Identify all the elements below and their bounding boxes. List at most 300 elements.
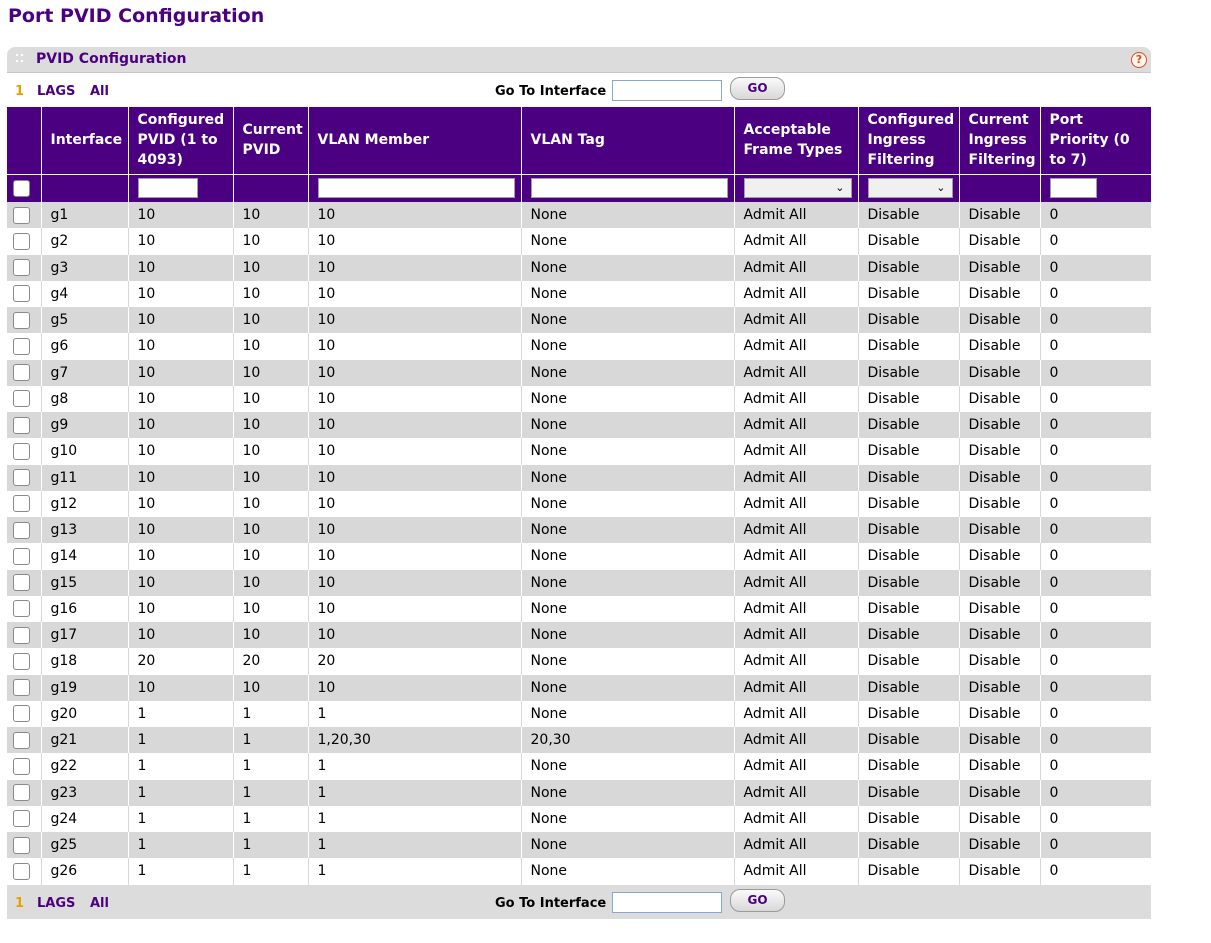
vlan-tag-input[interactable] <box>531 178 728 198</box>
interface-cell: g7 <box>41 360 128 386</box>
configured-pvid-cell: 20 <box>128 648 233 674</box>
vlan-tag-cell: None <box>521 255 734 281</box>
port-priority-cell: 0 <box>1040 517 1151 543</box>
frame-types-cell: Admit All <box>734 333 858 359</box>
current-pvid-cell: 10 <box>233 543 308 569</box>
chevron-down-icon: ⌄ <box>936 181 946 195</box>
port-priority-cell: 0 <box>1040 543 1151 569</box>
table-row[interactable] <box>7 412 1151 438</box>
current-pvid-cell: 10 <box>233 465 308 491</box>
row-checkbox[interactable] <box>13 495 30 512</box>
vlan-tag-cell: None <box>521 648 734 674</box>
table-row[interactable] <box>7 780 1151 806</box>
frame-types-cell: Admit All <box>734 675 858 701</box>
configured-ingress-cell: Disable <box>858 858 959 884</box>
interface-cell: g3 <box>41 255 128 281</box>
current-ingress-cell: Disable <box>959 412 1040 438</box>
frame-types-cell: Admit All <box>734 307 858 333</box>
current-pvid-cell: 1 <box>233 780 308 806</box>
go-button[interactable]: GO <box>730 77 785 100</box>
configured-ingress-cell: Disable <box>858 438 959 464</box>
configured-pvid-cell: 1 <box>128 858 233 884</box>
vlan-member-cell: 1,20,30 <box>308 727 521 753</box>
configured-ingress-cell: Disable <box>858 596 959 622</box>
port-priority-cell: 0 <box>1040 360 1151 386</box>
frame-types-cell: Admit All <box>734 832 858 858</box>
frame-types-cell: Admit All <box>734 622 858 648</box>
vlan-member-cell: 10 <box>308 360 521 386</box>
table-row[interactable] <box>7 465 1151 491</box>
port-priority-cell: 0 <box>1040 570 1151 596</box>
port-priority-cell: 0 <box>1040 832 1151 858</box>
row-checkbox[interactable] <box>13 810 30 827</box>
go-to-interface-input[interactable] <box>612 892 722 913</box>
current-pvid-cell: 10 <box>233 228 308 254</box>
table-row[interactable] <box>7 570 1151 596</box>
current-pvid-cell: 10 <box>233 675 308 701</box>
configured-pvid-column-header[interactable]: Configured PVID (1 to 4093) <box>128 107 233 174</box>
frame-types-cell: Admit All <box>734 386 858 412</box>
interface-column-header[interactable]: Interface <box>41 107 128 174</box>
frame-types-cell: Admit All <box>734 701 858 727</box>
vlan-member-cell: 10 <box>308 386 521 412</box>
current-ingress-cell: Disable <box>959 202 1040 228</box>
row-checkbox[interactable] <box>13 784 30 801</box>
frame-types-select[interactable] <box>744 178 852 198</box>
configured-ingress-cell: Disable <box>858 412 959 438</box>
current-pvid-cell: 10 <box>233 517 308 543</box>
current-ingress-cell: Disable <box>959 228 1040 254</box>
current-pvid-cell: 20 <box>233 648 308 674</box>
configured-ingress-column-header[interactable]: Configured Ingress Filtering <box>858 107 959 174</box>
vlan-member-cell: 20 <box>308 648 521 674</box>
go-to-interface-input[interactable] <box>612 80 722 101</box>
page-number-link[interactable]: 1 <box>15 895 25 911</box>
go-to-interface-label: Go To Interface <box>495 84 607 99</box>
port-priority-cell: 0 <box>1040 491 1151 517</box>
frame-types-cell: Admit All <box>734 281 858 307</box>
current-ingress-cell: Disable <box>959 543 1040 569</box>
frame-types-cell: Admit All <box>734 465 858 491</box>
frame-types-cell: Admit All <box>734 596 858 622</box>
configured-pvid-cell: 10 <box>128 675 233 701</box>
all-link[interactable]: All <box>90 895 109 911</box>
current-pvid-column-header[interactable]: Current PVID <box>233 107 308 174</box>
vlan-tag-cell: None <box>521 438 734 464</box>
vlan-tag-cell: None <box>521 832 734 858</box>
vlan-member-column-header[interactable]: VLAN Member <box>308 107 521 174</box>
port-priority-cell: 0 <box>1040 307 1151 333</box>
table-row[interactable] <box>7 255 1151 281</box>
frame-types-cell: Admit All <box>734 753 858 779</box>
port-priority-column-header[interactable]: Port Priority (0 to 7) <box>1040 107 1151 174</box>
vlan-tag-cell: None <box>521 281 734 307</box>
table-row[interactable] <box>7 202 1151 228</box>
row-checkbox[interactable] <box>13 653 30 670</box>
frame-types-cell: Admit All <box>734 780 858 806</box>
frame-types-column-header[interactable]: Acceptable Frame Types <box>734 107 858 174</box>
table-row[interactable] <box>7 701 1151 727</box>
current-ingress-cell: Disable <box>959 281 1040 307</box>
current-ingress-cell: Disable <box>959 570 1040 596</box>
vlan-member-cell: 10 <box>308 465 521 491</box>
table-row[interactable] <box>7 307 1151 333</box>
row-checkbox[interactable] <box>13 207 30 224</box>
all-link[interactable]: All <box>90 84 109 99</box>
interface-cell: g12 <box>41 491 128 517</box>
configured-pvid-cell: 10 <box>128 386 233 412</box>
page-number-link[interactable]: 1 <box>15 84 25 99</box>
frame-types-cell: Admit All <box>734 412 858 438</box>
row-checkbox[interactable] <box>13 574 30 591</box>
port-priority-cell: 0 <box>1040 281 1151 307</box>
configured-ingress-cell: Disable <box>858 727 959 753</box>
row-checkbox[interactable] <box>13 600 30 617</box>
frame-types-cell: Admit All <box>734 438 858 464</box>
configured-pvid-cell: 10 <box>128 202 233 228</box>
configured-pvid-cell: 10 <box>128 255 233 281</box>
current-ingress-cell: Disable <box>959 753 1040 779</box>
frame-types-cell: Admit All <box>734 858 858 884</box>
pvid-configuration-panel <box>7 47 1151 919</box>
vlan-tag-cell: None <box>521 675 734 701</box>
frame-types-cell: Admit All <box>734 570 858 596</box>
row-checkbox[interactable] <box>13 469 30 486</box>
interface-cell: g13 <box>41 517 128 543</box>
vlan-member-cell: 10 <box>308 622 521 648</box>
table-row[interactable] <box>7 753 1151 779</box>
vlan-tag-cell: None <box>521 753 734 779</box>
interface-cell: g23 <box>41 780 128 806</box>
configured-pvid-input[interactable] <box>138 178 198 198</box>
configured-pvid-cell: 10 <box>128 570 233 596</box>
vlan-tag-cell: None <box>521 806 734 832</box>
current-pvid-cell: 10 <box>233 622 308 648</box>
frame-types-cell: Admit All <box>734 727 858 753</box>
vlan-tag-cell: None <box>521 202 734 228</box>
row-checkbox[interactable] <box>13 522 30 539</box>
current-pvid-cell: 10 <box>233 596 308 622</box>
current-ingress-cell: Disable <box>959 596 1040 622</box>
top-navigation-bar <box>7 73 1151 107</box>
current-pvid-cell: 1 <box>233 806 308 832</box>
configured-ingress-cell: Disable <box>858 360 959 386</box>
table-row[interactable] <box>7 727 1151 753</box>
table-row[interactable] <box>7 806 1151 832</box>
configured-ingress-cell: Disable <box>858 806 959 832</box>
go-to-interface-label: Go To Interface <box>495 895 607 911</box>
page-title: Port PVID Configuration <box>8 5 265 27</box>
configured-ingress-cell: Disable <box>858 386 959 412</box>
port-priority-cell: 0 <box>1040 228 1151 254</box>
current-pvid-cell: 10 <box>233 281 308 307</box>
configured-ingress-select[interactable] <box>868 178 953 198</box>
table-row[interactable] <box>7 360 1151 386</box>
current-pvid-cell: 1 <box>233 753 308 779</box>
panel-header <box>7 47 1151 73</box>
row-checkbox[interactable] <box>13 679 30 696</box>
configured-ingress-cell: Disable <box>858 465 959 491</box>
vlan-member-cell: 10 <box>308 491 521 517</box>
vlan-tag-cell: None <box>521 386 734 412</box>
interface-cell: g16 <box>41 596 128 622</box>
interface-cell: g17 <box>41 622 128 648</box>
vlan-tag-cell: 20,30 <box>521 727 734 753</box>
frame-types-cell: Admit All <box>734 543 858 569</box>
current-ingress-cell: Disable <box>959 806 1040 832</box>
vlan-member-cell: 10 <box>308 675 521 701</box>
current-pvid-cell: 1 <box>233 858 308 884</box>
configured-pvid-cell: 10 <box>128 360 233 386</box>
current-pvid-cell: 10 <box>233 438 308 464</box>
frame-types-cell: Admit All <box>734 491 858 517</box>
row-checkbox[interactable] <box>13 627 30 644</box>
table-row[interactable] <box>7 596 1151 622</box>
configured-ingress-cell: Disable <box>858 753 959 779</box>
table-row[interactable] <box>7 281 1151 307</box>
configured-ingress-cell: Disable <box>858 648 959 674</box>
configured-pvid-cell: 1 <box>128 780 233 806</box>
row-checkbox[interactable] <box>13 312 30 329</box>
current-ingress-cell: Disable <box>959 517 1040 543</box>
configured-pvid-cell: 10 <box>128 491 233 517</box>
table-row[interactable] <box>7 858 1151 884</box>
vlan-tag-cell: None <box>521 517 734 543</box>
row-checkbox[interactable] <box>13 705 30 722</box>
interface-cell: g24 <box>41 806 128 832</box>
configured-pvid-cell: 10 <box>128 307 233 333</box>
table-row[interactable] <box>7 517 1151 543</box>
current-ingress-cell: Disable <box>959 307 1040 333</box>
port-priority-cell: 0 <box>1040 622 1151 648</box>
vlan-member-cell: 1 <box>308 780 521 806</box>
port-priority-cell: 0 <box>1040 412 1151 438</box>
vlan-member-cell: 10 <box>308 228 521 254</box>
row-checkbox[interactable] <box>13 732 30 749</box>
frame-types-cell: Admit All <box>734 517 858 543</box>
current-pvid-cell: 1 <box>233 727 308 753</box>
interface-cell: g14 <box>41 543 128 569</box>
interface-cell: g1 <box>41 202 128 228</box>
current-pvid-cell: 10 <box>233 412 308 438</box>
current-ingress-column-header[interactable]: Current Ingress Filtering <box>959 107 1040 174</box>
table-row[interactable] <box>7 333 1151 359</box>
current-ingress-cell: Disable <box>959 858 1040 884</box>
configured-pvid-cell: 10 <box>128 438 233 464</box>
current-ingress-cell: Disable <box>959 701 1040 727</box>
vlan-member-cell: 1 <box>308 701 521 727</box>
configured-pvid-cell: 10 <box>128 465 233 491</box>
row-checkbox[interactable] <box>13 259 30 276</box>
current-pvid-cell: 10 <box>233 570 308 596</box>
port-priority-cell: 0 <box>1040 727 1151 753</box>
vlan-tag-cell: None <box>521 412 734 438</box>
panel-title: PVID Configuration <box>36 51 187 67</box>
current-ingress-cell: Disable <box>959 780 1040 806</box>
current-pvid-cell: 1 <box>233 701 308 727</box>
configured-ingress-cell: Disable <box>858 255 959 281</box>
interface-cell: g9 <box>41 412 128 438</box>
interface-cell: g4 <box>41 281 128 307</box>
row-checkbox[interactable] <box>13 443 30 460</box>
edit-row <box>7 174 1151 202</box>
interface-cell: g21 <box>41 727 128 753</box>
configured-ingress-cell: Disable <box>858 307 959 333</box>
configured-ingress-cell: Disable <box>858 281 959 307</box>
table-row[interactable] <box>7 543 1151 569</box>
current-ingress-cell: Disable <box>959 465 1040 491</box>
current-pvid-cell: 10 <box>233 360 308 386</box>
table-row[interactable] <box>7 832 1151 858</box>
configured-ingress-cell: Disable <box>858 491 959 517</box>
configured-ingress-cell: Disable <box>858 675 959 701</box>
vlan-tag-cell: None <box>521 307 734 333</box>
port-priority-cell: 0 <box>1040 596 1151 622</box>
row-checkbox[interactable] <box>13 417 30 434</box>
vlan-tag-cell: None <box>521 858 734 884</box>
current-ingress-cell: Disable <box>959 727 1040 753</box>
help-icon[interactable]: ? <box>1131 52 1147 68</box>
table-row[interactable] <box>7 491 1151 517</box>
interface-cell: g8 <box>41 386 128 412</box>
table-row[interactable] <box>7 228 1151 254</box>
port-priority-cell: 0 <box>1040 780 1151 806</box>
port-priority-cell: 0 <box>1040 858 1151 884</box>
port-priority-cell: 0 <box>1040 701 1151 727</box>
vlan-tag-cell: None <box>521 228 734 254</box>
configured-pvid-cell: 10 <box>128 412 233 438</box>
row-checkbox[interactable] <box>13 285 30 302</box>
configured-ingress-cell: Disable <box>858 202 959 228</box>
configured-ingress-cell: Disable <box>858 832 959 858</box>
select-column-header <box>7 107 41 174</box>
row-checkbox[interactable] <box>13 837 30 854</box>
vlan-member-cell: 10 <box>308 596 521 622</box>
vlan-member-input[interactable] <box>318 178 515 198</box>
vlan-member-cell: 1 <box>308 806 521 832</box>
port-priority-cell: 0 <box>1040 648 1151 674</box>
table-row[interactable] <box>7 648 1151 674</box>
port-priority-cell: 0 <box>1040 255 1151 281</box>
go-button[interactable]: GO <box>730 889 785 912</box>
vlan-tag-cell: None <box>521 622 734 648</box>
configured-pvid-cell: 10 <box>128 333 233 359</box>
configured-pvid-cell: 1 <box>128 832 233 858</box>
configured-ingress-cell: Disable <box>858 701 959 727</box>
drag-handle-icon[interactable] <box>16 54 24 64</box>
current-ingress-cell: Disable <box>959 438 1040 464</box>
lags-link[interactable]: LAGS <box>37 84 76 99</box>
vlan-member-cell: 10 <box>308 281 521 307</box>
vlan-member-cell: 1 <box>308 753 521 779</box>
configured-ingress-cell: Disable <box>858 228 959 254</box>
port-priority-cell: 0 <box>1040 438 1151 464</box>
configured-pvid-cell: 10 <box>128 281 233 307</box>
vlan-tag-cell: None <box>521 491 734 517</box>
current-ingress-cell: Disable <box>959 622 1040 648</box>
row-checkbox[interactable] <box>13 548 30 565</box>
row-checkbox[interactable] <box>13 390 30 407</box>
port-priority-input[interactable] <box>1050 178 1097 198</box>
frame-types-cell: Admit All <box>734 255 858 281</box>
interface-cell: g6 <box>41 333 128 359</box>
current-ingress-cell: Disable <box>959 675 1040 701</box>
table-row[interactable] <box>7 438 1151 464</box>
port-priority-cell: 0 <box>1040 333 1151 359</box>
vlan-member-cell: 10 <box>308 202 521 228</box>
table-row[interactable] <box>7 675 1151 701</box>
chevron-down-icon: ⌄ <box>835 181 845 195</box>
vlan-member-cell: 10 <box>308 412 521 438</box>
interface-cell: g15 <box>41 570 128 596</box>
row-checkbox[interactable] <box>13 233 30 250</box>
vlan-tag-cell: None <box>521 465 734 491</box>
vlan-tag-cell: None <box>521 333 734 359</box>
interface-cell: g10 <box>41 438 128 464</box>
vlan-member-cell: 1 <box>308 858 521 884</box>
current-ingress-cell: Disable <box>959 255 1040 281</box>
current-pvid-cell: 1 <box>233 832 308 858</box>
vlan-member-cell: 10 <box>308 307 521 333</box>
frame-types-cell: Admit All <box>734 202 858 228</box>
current-ingress-cell: Disable <box>959 832 1040 858</box>
vlan-tag-cell: None <box>521 596 734 622</box>
vlan-tag-cell: None <box>521 780 734 806</box>
table-row[interactable] <box>7 386 1151 412</box>
current-pvid-cell: 10 <box>233 333 308 359</box>
port-priority-cell: 0 <box>1040 806 1151 832</box>
current-pvid-cell: 10 <box>233 307 308 333</box>
configured-pvid-cell: 1 <box>128 727 233 753</box>
vlan-member-cell: 10 <box>308 517 521 543</box>
vlan-tag-cell: None <box>521 543 734 569</box>
table-header-row <box>7 107 1151 174</box>
interface-cell: g25 <box>41 832 128 858</box>
port-priority-cell: 0 <box>1040 675 1151 701</box>
current-ingress-cell: Disable <box>959 491 1040 517</box>
vlan-tag-column-header[interactable]: VLAN Tag <box>521 107 734 174</box>
table-row[interactable] <box>7 622 1151 648</box>
port-priority-cell: 0 <box>1040 465 1151 491</box>
port-priority-cell: 0 <box>1040 202 1151 228</box>
current-pvid-cell: 10 <box>233 202 308 228</box>
row-checkbox[interactable] <box>13 364 30 381</box>
pvid-table <box>7 107 1151 885</box>
row-checkbox[interactable] <box>13 863 30 880</box>
configured-pvid-cell: 10 <box>128 543 233 569</box>
configured-pvid-cell: 1 <box>128 806 233 832</box>
configured-pvid-cell: 10 <box>128 228 233 254</box>
configured-pvid-cell: 10 <box>128 622 233 648</box>
vlan-member-cell: 10 <box>308 543 521 569</box>
interface-cell: g26 <box>41 858 128 884</box>
configured-ingress-cell: Disable <box>858 780 959 806</box>
interface-cell: g19 <box>41 675 128 701</box>
select-all-checkbox[interactable] <box>13 180 30 197</box>
current-ingress-cell: Disable <box>959 648 1040 674</box>
row-checkbox[interactable] <box>13 758 30 775</box>
configured-ingress-cell: Disable <box>858 622 959 648</box>
interface-cell: g5 <box>41 307 128 333</box>
configured-pvid-cell: 1 <box>128 701 233 727</box>
vlan-member-cell: 1 <box>308 832 521 858</box>
port-priority-cell: 0 <box>1040 753 1151 779</box>
current-pvid-cell: 10 <box>233 386 308 412</box>
configured-pvid-cell: 10 <box>128 517 233 543</box>
lags-link[interactable]: LAGS <box>37 895 76 911</box>
bottom-navigation-bar <box>7 885 1151 919</box>
row-checkbox[interactable] <box>13 338 30 355</box>
